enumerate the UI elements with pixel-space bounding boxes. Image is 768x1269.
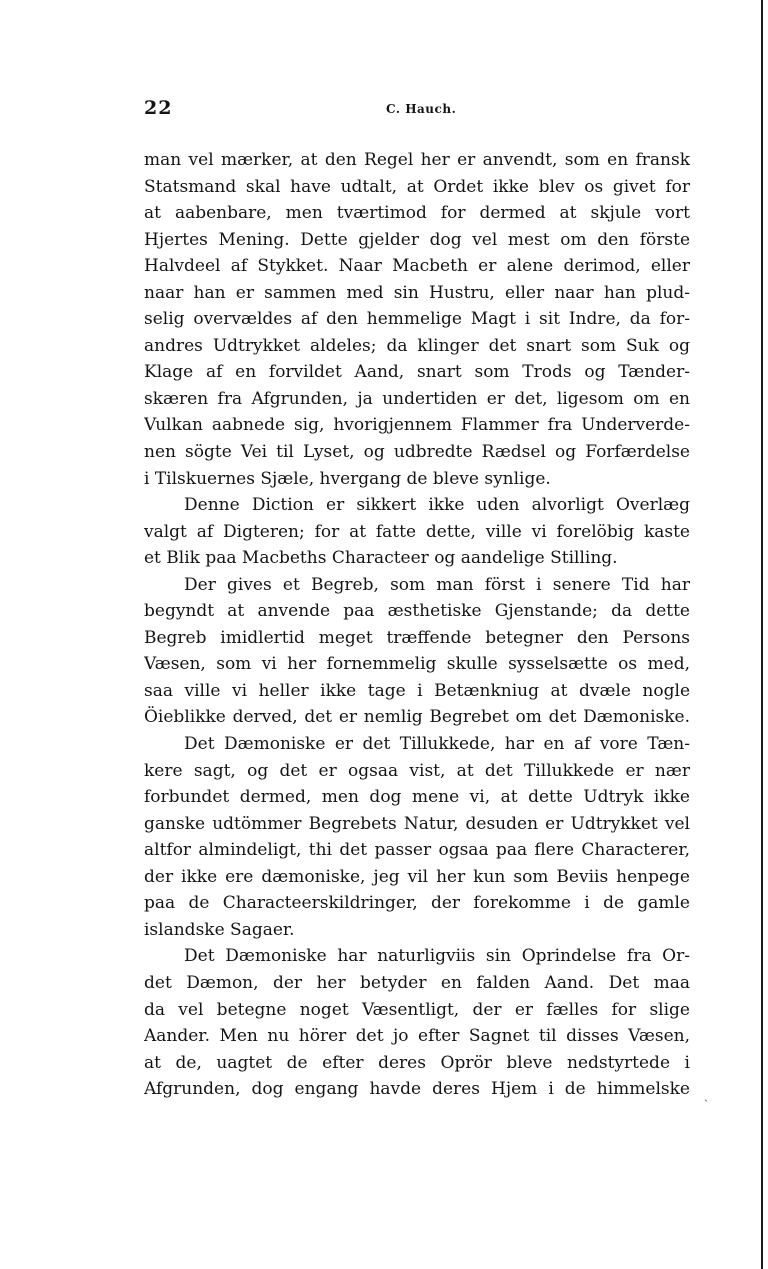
text-line: skæren fra Afgrunden, ja undertiden er det, ligesom om en: [144, 388, 690, 409]
text-line: forbundet dermed, men dog mene vi, at dette Udtryk ikke: [144, 787, 690, 808]
text-line: Der gives et Begreb, som man först i senere Tid har: [184, 574, 690, 595]
text-line: da vel betegne noget Væsentligt, der er fælles for slige: [144, 999, 690, 1020]
text-line: et Blik paa Macbeths Characteer og aandelige Stilling.: [144, 548, 618, 569]
text-line: paa de Characteerskildringer, der forekomme i de gamle: [144, 893, 690, 914]
text-line: Det Dæmoniske har naturligviis sin Oprindelse fra Or-: [184, 946, 690, 967]
text-line: Vulkan aabnede sig, hvorigjennem Flammer fra Underverde-: [144, 415, 690, 436]
page-edge-line: [761, 0, 763, 1269]
body-text: [144, 147, 690, 1103]
text-line: Klage af en forvildet Aand, snart som Trods og Tænder-: [144, 362, 690, 383]
text-line: nen sögte Vei til Lyset, og udbredte Rædsel og Forfærdelse: [144, 442, 690, 463]
text-line: at aabenbare, men tværtimod for dermed at skjule vort: [144, 203, 690, 224]
text-line: begyndt at anvende paa æsthetiske Gjenstande; da dette: [144, 601, 690, 622]
page-number: 22: [144, 97, 173, 119]
margin-mark: ˎ: [704, 1088, 708, 1102]
text-line: Denne Diction er sikkert ikke uden alvorligt Overlæg: [184, 495, 690, 516]
text-line: der ikke ere dæmoniske, jeg vil her kun som Beviis henpege: [144, 866, 690, 887]
text-line: islandske Sagaer.: [144, 919, 295, 940]
text-line: at de, uagtet de efter deres Oprör bleve nedstyrtede i: [144, 1052, 690, 1073]
text-line: andres Udtrykket aldeles; da klinger det snart som Suk og: [144, 335, 690, 356]
text-line: ganske udtömmer Begrebets Natur, desuden er Udtrykket vel: [144, 813, 690, 834]
text-line: i Tilskuernes Sjæle, hvergang de bleve synlige.: [144, 468, 551, 489]
text-line: Aander. Men nu hörer det jo efter Sagnet til disses Væsen,: [144, 1026, 690, 1047]
text-line: saa ville vi heller ikke tage i Betænkniug at dvæle nogle: [144, 680, 690, 701]
text-line: Væsen, som vi her fornemmelig skulle sysselsætte os med,: [144, 654, 690, 675]
text-line: Statsmand skal have udtalt, at Ordet ikke blev os givet for: [144, 176, 690, 197]
text-line: valgt af Digteren; for at fatte dette, ville vi forelöbig kaste: [144, 521, 690, 542]
text-line: kere sagt, og det er ogsaa vist, at det Tillukkede er nær: [144, 760, 690, 781]
text-line: Begreb imidlertid meget træffende betegner den Persons: [144, 627, 690, 648]
text-line: Det Dæmoniske er det Tillukkede, har en af vore Tæn-: [184, 734, 690, 755]
text-line: naar han er sammen med sin Hustru, eller naar han plud-: [144, 282, 690, 303]
text-line: man vel mærker, at den Regel her er anvendt, som en fransk: [144, 150, 690, 170]
text-line: Hjertes Mening. Dette gjelder dog vel mest om den förste: [144, 229, 690, 250]
text-line: Afgrunden, dog engang havde deres Hjem i de himmelske: [144, 1079, 690, 1100]
text-line: altfor almindeligt, thi det passer ogsaa paa flere Characterer,: [144, 840, 690, 861]
text-line: Öieblikke derved, det er nemlig Begrebet om det Dæmoniske.: [144, 707, 690, 728]
running-head: C. Hauch.: [386, 102, 457, 116]
text-line: det Dæmon, der her betyder en falden Aand. Det maa: [144, 972, 690, 993]
text-line: Halvdeel af Stykket. Naar Macbeth er alene derimod, eller: [144, 256, 690, 277]
text-line: selig overvældes af den hemmelige Magt i sit Indre, da for-: [144, 309, 690, 330]
page-header: [144, 97, 688, 121]
